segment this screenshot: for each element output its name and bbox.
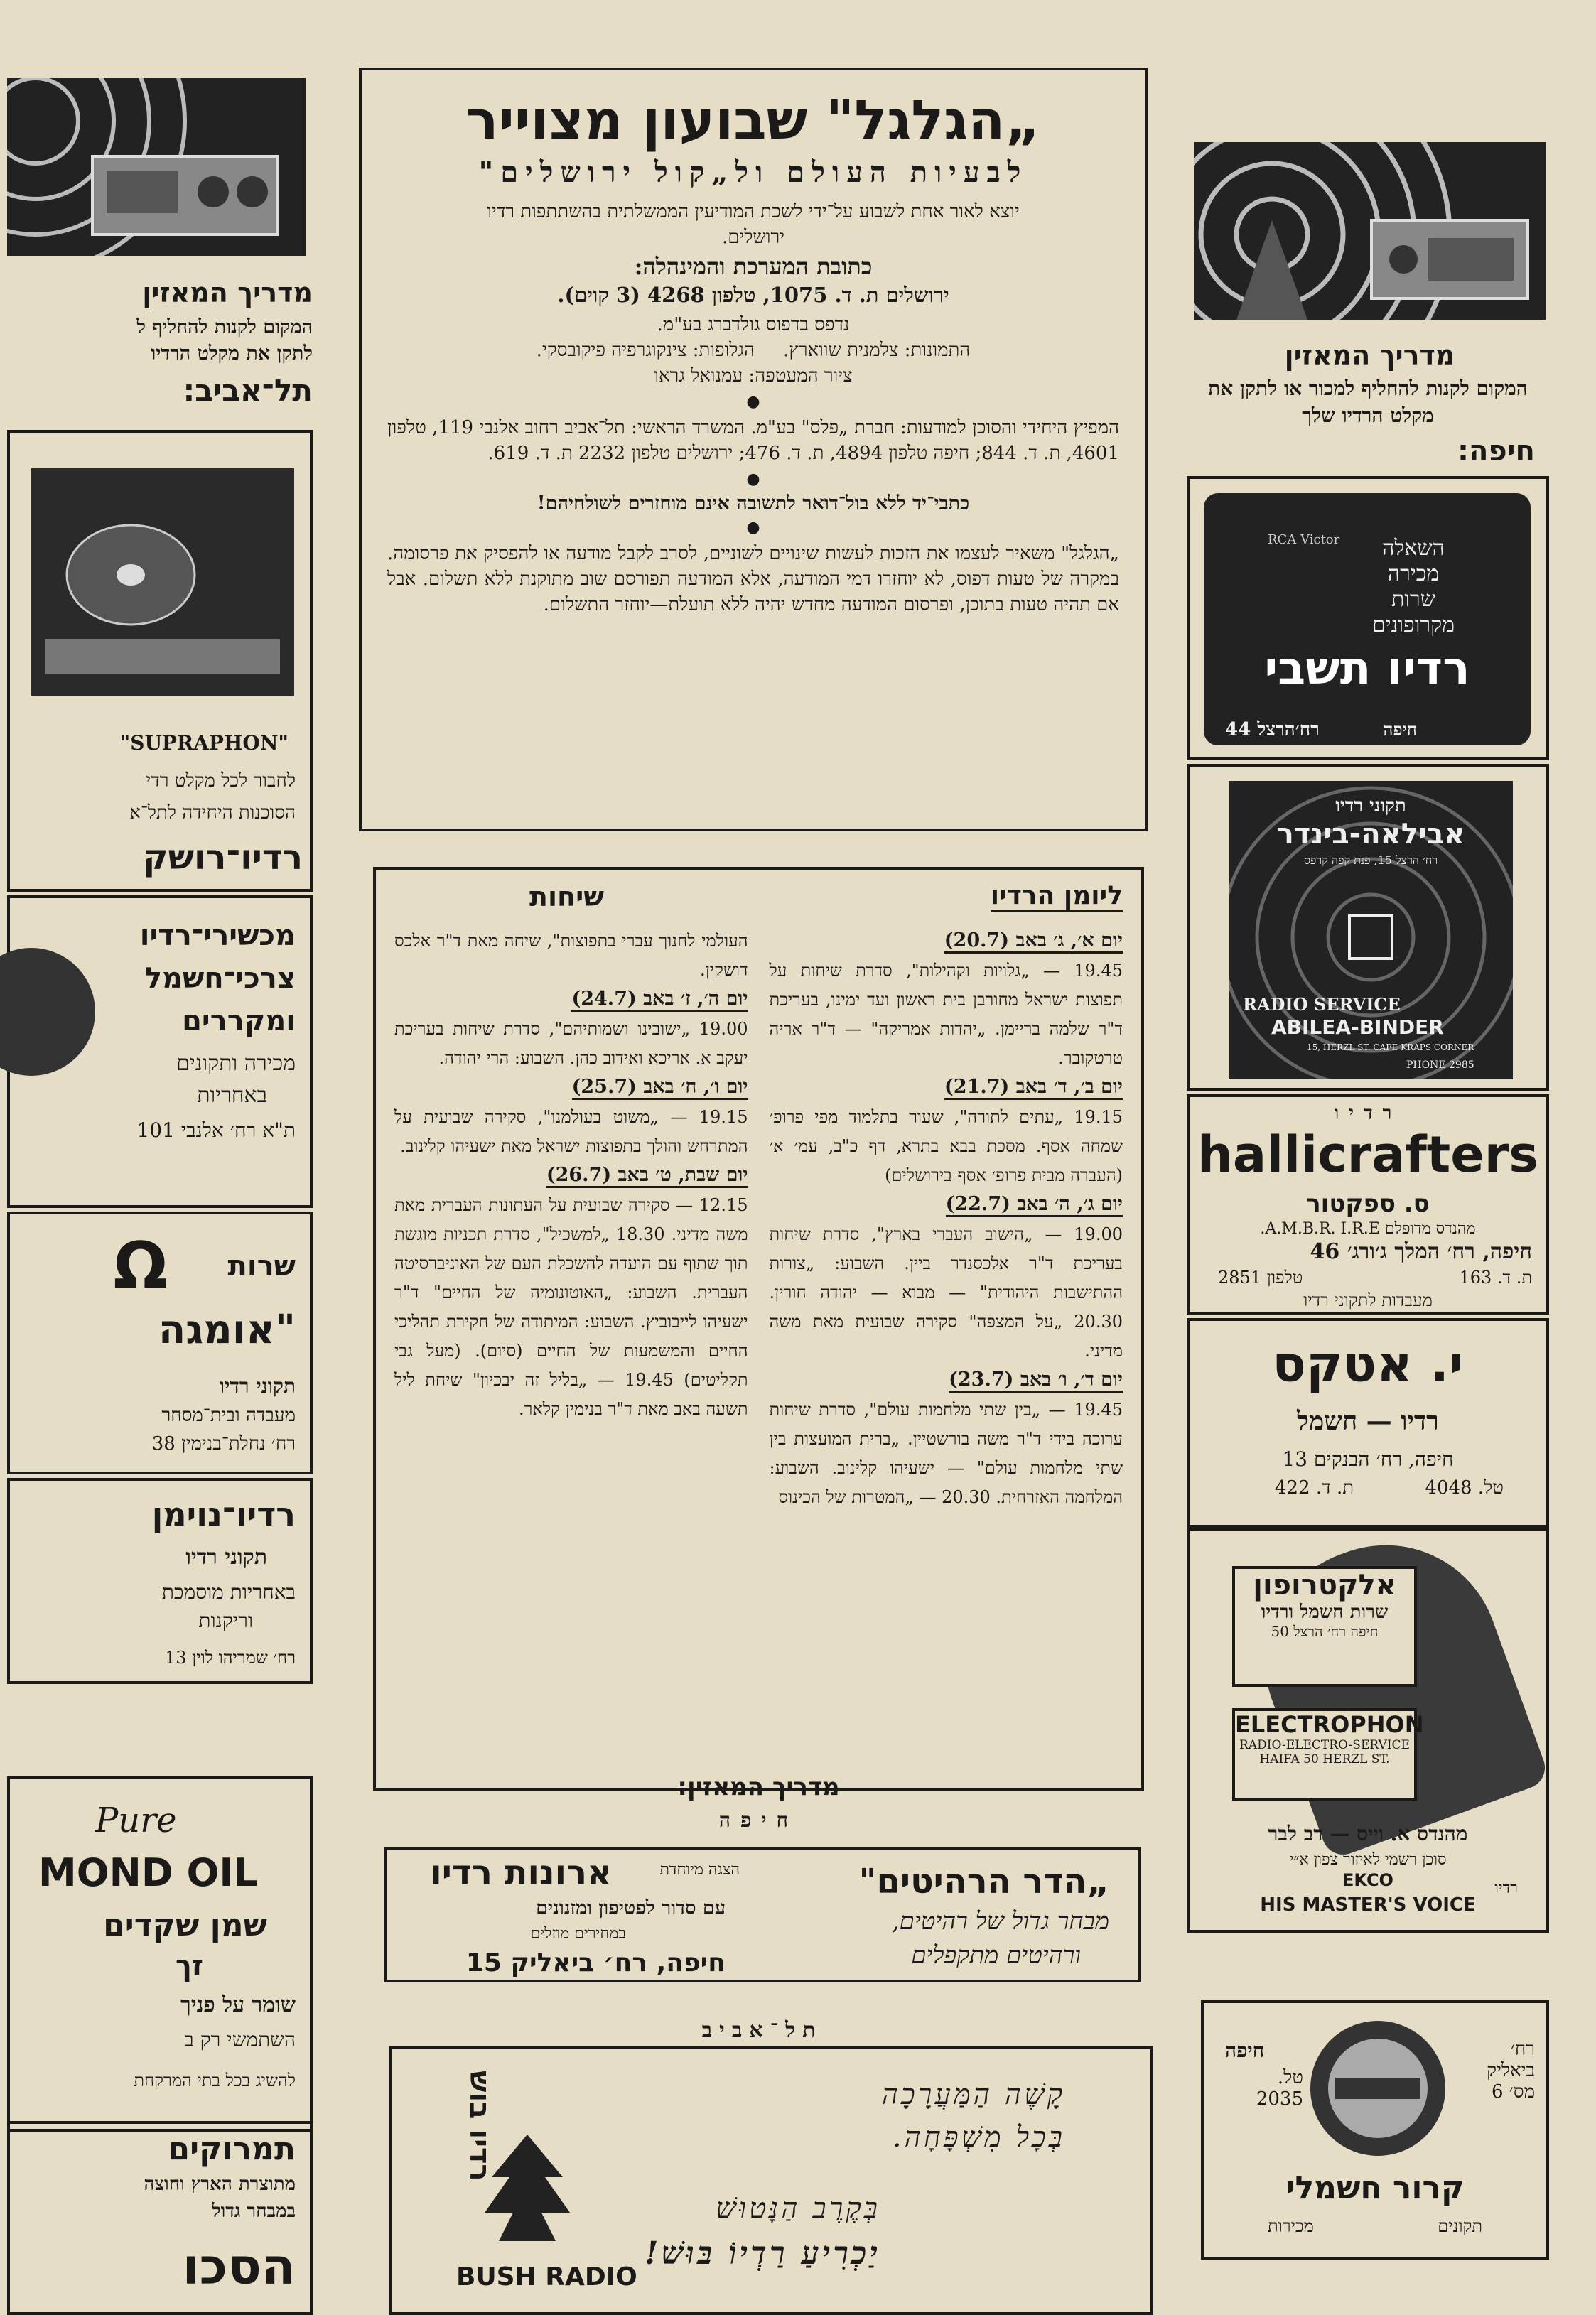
radio-tower-icon	[1194, 142, 1546, 320]
radio-log-columns	[394, 927, 1123, 1512]
appliances-line2: צרכי־חשמל	[144, 962, 296, 995]
radio-log-column-left	[394, 927, 748, 1512]
left-column	[0, 71, 334, 2315]
tishbi-ad-inner	[1204, 493, 1531, 745]
record-player-illustration	[31, 468, 294, 696]
neuman-line3: באחריות מוסמכת	[161, 1580, 296, 1604]
appliances-line1: מכשירי־רדיו	[139, 919, 296, 952]
radio-log-entry: 19.00 — „הישוב העברי בארץ", סדרת שיחות בעריכת ד"ר אלכסנדר ביין. השבוע: „צורות ההתישבות היהודית" — מבוא — יהודה חורין. 20.30 „על המצפה" סקירה שבועית מאת משה מדיני.	[769, 1224, 1123, 1361]
electrophon-name: אלקטרופון	[1253, 1569, 1396, 1602]
almond-oil-line3: להשיג בכל בתי המרקחת	[134, 2071, 296, 2090]
almond-oil-hebrew: שמן שקדים	[103, 1907, 267, 1943]
bush-city: תל־אביב	[701, 2018, 823, 2043]
masthead-credits-row	[387, 338, 1119, 363]
neuman-sub: תקוני רדיו	[185, 1545, 267, 1570]
bush-radio-ad	[389, 2046, 1153, 2315]
supraphon-label: "SUPRAPHON"	[119, 731, 289, 755]
omega-ad	[7, 1212, 313, 1474]
listener-guide-haifa: מדריך המאזין:	[677, 1773, 840, 1801]
electrophon-panel-en	[1232, 1708, 1424, 1801]
radio-log-entry: 12.15 — סקירה שבועית על העתונות העברית מאת משה מדיני. 18.30 „למשכיל", סדרת תכניות מוגשת תוך שתוף עם הועדה להשכלת העם של האוניברסיטה העברית. השבוע: „האוטונומיה של החיים" ד"ר ישעיהו לייבוביץ. השבוע: המיתודה של חקירת תהליכי החיים והמשמעות של החיים (סיום). (מעל גבי תקליטים) 19.45 — „בליל זה יבכיון" שיחת ליל תשעה באב מאת ד"ר בנימין קלאר.	[394, 1195, 748, 1419]
radio-log-day-heading: יום א׳, ג׳ באב (20.7)	[944, 929, 1123, 954]
abilea-he1: תקוני רדיו	[1335, 795, 1406, 816]
weiss-radio: רדיו	[1494, 1879, 1518, 1897]
cosmetics-sub: מתוצרת הארץ וחוצה	[144, 2174, 296, 2195]
almond-oil-pure: Pure	[95, 1801, 177, 1840]
atkes-address: חיפה, רח׳ הבנקים 13	[1282, 1447, 1454, 1471]
atkes-phone: טל. 4048	[1425, 1477, 1504, 1499]
tishbi-ad	[1187, 476, 1549, 760]
radio-log-entry: 19.45 — „גלויות וקהילות", סדרת שיחות על תפוצות ישראל מחורבן בית ראשון ועד ימינו, בעריכת ד"ר שלמה בריימן. „יהדות אמריקה" — ד"ר אריה טרטקובר.	[769, 961, 1123, 1068]
masthead-address: ירושלים ת. ד. 1075, טלפון 4268 (3 קוים).	[557, 283, 949, 307]
masthead-box	[359, 68, 1148, 831]
radio-log-subtitle: שיחות	[529, 881, 605, 912]
refrig-street: רח׳ ביאליק מס׳ 6	[1487, 2039, 1535, 2103]
atkes-name: י. אטקס	[1272, 1335, 1464, 1393]
hallicrafters-agent: ס. ספקטור	[1306, 1189, 1430, 1218]
furniture-radios-sub: עם סדור לפטיפון ומזנונים	[536, 1897, 726, 1919]
city-tel-aviv: תל־אביב:	[183, 373, 313, 408]
tishbi-name: רדיו תשבי	[1264, 642, 1470, 695]
furniture-line2: ורהיטים מתקפלים	[911, 1941, 1081, 1970]
masthead-manuscripts: כתבי־יד ללא בול־דואר לתשובה אינם מוחזרים לשולחיהם!	[537, 492, 970, 514]
electrophon-panel	[1232, 1566, 1417, 1687]
omega-address: רח׳ נחלת־בנימין 38	[151, 1433, 296, 1455]
tishbi-footer-city: חיפה	[1383, 719, 1417, 740]
furniture-exhibit: הצגה מיוחדת	[659, 1861, 740, 1879]
radio-log-box	[373, 867, 1144, 1791]
weiss-eng: מהנדס א. וייס — דב לבר	[1268, 1822, 1468, 1845]
guide-sub-left-2: לתקן את מקלט הרדיו	[151, 342, 313, 365]
electrophon-en3: HAIFA 50 HERZL ST.	[1259, 1752, 1390, 1766]
tishbi-footer-addr: רח׳הרצל 44	[1225, 719, 1320, 740]
supraphon-agency: הסוכנות היחידה לתל־א	[129, 802, 296, 824]
omega-lab: מעבדה ובית־מסחר	[161, 1405, 296, 1426]
appliances-line4: מכירה ותקונים	[176, 1051, 296, 1076]
radio-log-title: ליומן הרדיו	[991, 881, 1123, 912]
masthead-printed: נדפס בדפוס גולדברג בע"מ.	[657, 314, 850, 335]
refrig-city: חיפה	[1225, 2039, 1265, 2062]
electrophon-l1: שרות חשמל ורדיו	[1261, 1602, 1389, 1623]
masthead-address-head: כתובת המערכת והמינהלה:	[634, 253, 873, 280]
tishbi-line: מכירה	[1387, 561, 1440, 586]
appliances-ad	[7, 895, 313, 1208]
abilea-he3: רח׳ הרצל 15, פנת קפה קרפס	[1303, 853, 1438, 867]
furniture-line1: מבחר גדול של רהיטים,	[891, 1907, 1109, 1936]
refrig-name: קרור חשמלי	[1285, 2170, 1465, 2206]
furniture-radios: ארונות רדיו	[430, 1853, 612, 1893]
hallicrafters-ad	[1187, 1094, 1549, 1315]
turntable-icon	[31, 468, 294, 696]
abilea-he2: אבילאה-בינדר	[1276, 818, 1465, 851]
hallicrafters-phone: טלפון 2851	[1218, 1268, 1303, 1288]
refrigeration-ad	[1201, 2000, 1549, 2260]
electrophon-ad	[1187, 1528, 1549, 1933]
tishbi-line: שרות	[1391, 587, 1435, 612]
omega-name: "אומגה	[158, 1307, 296, 1353]
refrig-phone: טל. 2035	[1256, 2067, 1303, 2110]
tishbi-line: השאלה	[1382, 536, 1445, 561]
guide-sub-left-1: המקום לקנות להחליף ל	[136, 316, 313, 338]
appliances-logo-circle	[0, 948, 95, 1076]
neuman-line4: וריקנות	[198, 1609, 253, 1632]
hallicrafters-top: רדיו	[1334, 1103, 1402, 1124]
appliances-line5: באחריות	[197, 1083, 267, 1108]
hallicrafters-po: ת. ד. 163	[1459, 1268, 1532, 1288]
guide-sub-right: המקום לקנות להחליף למכור או לתקן את מקלט הרדיו שלך	[1208, 377, 1528, 427]
appliances-address: ת"א רח׳ אלנבי 101	[136, 1118, 296, 1142]
abilea-phone: PHONE 2985	[1406, 1059, 1474, 1071]
radio-log-entry: 19.45 — „בין שתי מלחמות עולם", סדרת שיחות ערוכה בידי ד"ר משה בורשטיין. „ברית המועצות בין שתי מלחמות עולם" — ישעיהו קלינוב. השבוע: המלחמה האזרחית. 20.30 — „המטרות של הכינוס	[769, 1400, 1123, 1507]
radio-tube-illustration	[1234, 1513, 1551, 1861]
weiss-hmv: HIS MASTER'S VOICE	[1260, 1894, 1476, 1916]
listener-guide-city: חיפה	[718, 1808, 799, 1832]
hallicrafters-brand: hallicrafters	[1197, 1126, 1538, 1184]
neuman-ad	[7, 1478, 313, 1684]
abilea-en1: RADIO SERVICE	[1243, 994, 1401, 1015]
tree-icon	[485, 2135, 570, 2248]
weiss-ekco: EKCO	[1342, 1870, 1393, 1890]
almond-oil-line2: השתמשי רק ב	[184, 2028, 296, 2051]
masthead-subtitle: לבעיות העולם ול„קול ירושלים"	[478, 156, 1028, 189]
masthead-title: „הגלגל" שבועון מצוייר	[465, 88, 1041, 151]
refrig-sales: מכירות	[1268, 2216, 1314, 2236]
supraphon-ad	[7, 430, 313, 892]
furniture-address: חיפה, רח׳ ביאליק 15	[465, 1948, 726, 1977]
radio-log-entry: 19.15 „עתים לתורה", שעור בתלמוד מפי פרופ׳ שמחה אסף. מסכת בבא בתרא, דף כ"ב, עמ׳ א׳ (העברה מבית פרופ׳ אסף בירושלים)	[769, 1107, 1123, 1185]
radio-log-entry: העולמי לחנוך עברי בתפוצות", שיחה מאת ד"ר אלכס דושקין.	[394, 931, 748, 980]
bush-line3: בְּקֶרֶב הַנָּטוּשׁ	[716, 2192, 880, 2225]
atkes-sub: רדיו — חשמל	[1297, 1406, 1439, 1436]
abilea-binder-inner	[1229, 781, 1513, 1079]
tishbi-brand: RCA Victor	[1268, 532, 1340, 547]
furniture-name: „הדר הרהיטים"	[858, 1862, 1109, 1901]
omega-repairs: תקוני רדיו	[219, 1374, 296, 1398]
electrophon-en2: RADIO-ELECTRO-SERVICE	[1239, 1738, 1410, 1752]
masthead-photos: התמונות: צלמנית שווארץ.	[782, 340, 971, 361]
radio-log-column-right	[770, 927, 1123, 1512]
furniture-prices: במחירים מוזלים	[530, 1925, 626, 1943]
masthead-bullet-2: ●	[746, 470, 760, 488]
abilea-en3: 15, HERZL ST. CAFE KRAPS CORNER	[1307, 1042, 1474, 1052]
radio-log-header	[394, 881, 1123, 912]
refrig-repairs: תקונים	[1438, 2216, 1482, 2236]
neuman-name: רדיו־נוימן	[151, 1495, 296, 1533]
atkes-ad	[1187, 1318, 1549, 1528]
radio-log-day-heading: יום ד׳, ו׳ באב (23.7)	[949, 1369, 1123, 1393]
radio-log-day-heading: יום ה׳, ז׳ באב (24.7)	[571, 988, 748, 1012]
masthead-cover: ציור המעטפה: עמנואל גראו	[654, 365, 853, 387]
masthead-bullet-1: ●	[746, 393, 760, 411]
neuman-address: רח׳ שמריהו לוין 13	[165, 1648, 296, 1668]
cosmetics-title: תמרוקים	[168, 2131, 296, 2167]
radio-log-entry: 19.15 — „משוט בעולמנו", סקירה שבועית על המתרחש והולך בתפוצות ישראל מאת ישעיהו קלינוב.	[394, 1107, 748, 1156]
almond-oil-ad	[7, 1776, 313, 2132]
omega-symbol-icon: Ω	[113, 1229, 168, 1303]
appliances-line3: ומקררים	[182, 1005, 296, 1037]
radio-log-day-heading: יום ג׳, ה׳ באב (22.7)	[946, 1193, 1123, 1217]
hallicrafters-address: חיפה, רח׳ המלך ג׳ורג׳ 46	[1310, 1239, 1532, 1264]
guide-title-left: מדריך המאזין	[142, 277, 313, 308]
hallicrafters-title: מהנדס מדופלם A.M.B.R. I.R.E.	[1260, 1220, 1476, 1238]
radio-illustration-right	[1194, 142, 1546, 320]
omega-service: שרות	[227, 1250, 296, 1283]
cosmetics-ad	[7, 2121, 313, 2315]
furniture-ad	[384, 1847, 1141, 1982]
city-haifa: חיפה:	[1457, 435, 1535, 468]
bush-line2: בְּכָל מִשְׁפָּחָה.	[892, 2121, 1065, 2154]
almond-oil-brand: MOND OIL	[38, 1850, 258, 1895]
cosmetics-logo: הסכו	[182, 2238, 296, 2296]
radio-log-day-heading: יום ב׳, ד׳ באב (21.7)	[944, 1076, 1123, 1100]
hallicrafters-lab: מעבדות לתקוני רדיו	[1303, 1290, 1433, 1310]
tishbi-line: מקרופונים	[1372, 613, 1455, 637]
weiss-agent: סוכן רשמי לאיזור צפון א״י	[1289, 1851, 1447, 1869]
bush-line4: יַכְרִיעַ רַדְיוֹ בּוּשׁ!	[645, 2235, 880, 2272]
abilea-en2: ABILEA-BINDER	[1271, 1015, 1444, 1039]
masthead-published: יוצא לאור אחת לשבוע על־ידי לשכת המודיעין הממשלתית בהשתתפות רדיו ירושלים.	[487, 201, 1020, 248]
masthead-bullet-3: ●	[746, 519, 760, 536]
frigidaire-emblem-icon	[1307, 2017, 1449, 2159]
almond-oil-pure-he: זך	[175, 1950, 203, 1982]
electrophon-en1: ELECTROPHON	[1235, 1711, 1424, 1738]
radio-waves-icon	[7, 78, 306, 256]
cosmetics-sub2: במבחר גדול	[212, 2201, 296, 2222]
guide-title-right: מדריך המאזין	[1284, 340, 1455, 371]
bush-logo-english: BUSH RADIO	[456, 2262, 637, 2292]
supraphon-sub: לחבור לכל מקלט רדי	[146, 770, 296, 792]
radio-rushk-logo: רדיו־רושק	[143, 838, 303, 878]
radio-illustration-left	[7, 78, 306, 256]
radio-log-day-heading: יום שבת, ט׳ באב (26.7)	[546, 1164, 748, 1188]
atkes-po: ת. ד. 422	[1275, 1477, 1354, 1499]
abilea-binder-ad	[1187, 764, 1549, 1091]
masthead-disclaimer: „הגלגל" משאיר לעצמו את הזכות לעשות שינויים לשוניים, לסרב לקבל מודעה או להפסיק את פרסומה. במקרה של טעות דפוס, לא יוחזרו דמי המודעה, אלא המודעה תפורסם שוב מתוקנת ללא תשלום. אבל אם תהיה טעות בתוכן, ופרסום המודעה מחדש יהיה ללא תועלת—יוחזר התשלום.	[387, 543, 1119, 615]
bush-line1: קָשֶׁה הַמַּעֲרָכָה	[881, 2078, 1065, 2111]
masthead-ads-agent: המפיץ היחידי והסוכן למודעות: חברת „פלס" בע"מ. המשרד הראשי: תל־אביב רחוב אלנבי 119, טלפון 4601, ת. ד. 844; חיפה טלפון 4894, ת. ד. 476; ירושלים טלפון 2232 ת. ד. 619.	[387, 417, 1119, 464]
electrophon-l2: חיפה רח׳ הרצל 50	[1271, 1623, 1379, 1640]
radio-log-day-heading: יום ו׳, ח׳ באב (25.7)	[572, 1076, 748, 1100]
almond-oil-line1: שומר על פניך	[180, 1992, 296, 2017]
tishbi-lines	[1332, 536, 1495, 638]
radio-log-entry: 19.00 „ישובינו ושמותיהם", סדרת שיחות בעריכת יעקב א. אריכא ואידוב כהן. השבוע: הרי יהודה.	[394, 1019, 748, 1068]
masthead-plates: הגלופות: צינקוגרפיה פיקובסקי.	[536, 340, 755, 361]
bush-logo-hebrew: רדיו בוש	[463, 2071, 496, 2181]
